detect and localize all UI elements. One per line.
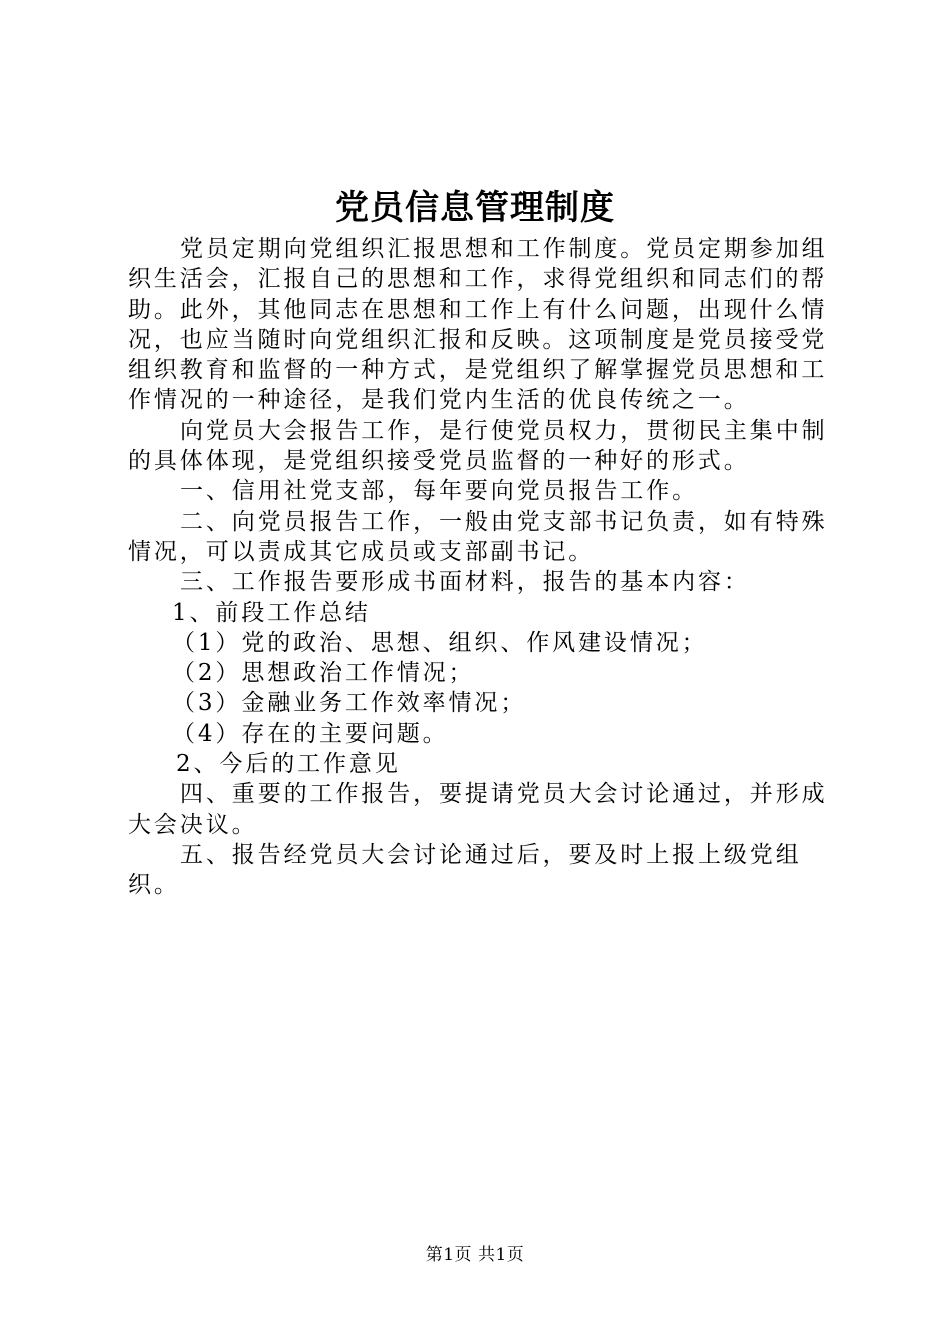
section-3: 三、工作报告要形成书面材料，报告的基本内容：: [180, 569, 750, 596]
paragraph-2: 向党员大会报告工作，是行使党员权力，贯彻民主集中制的具体体现，是党组织接受党员监督的一种好的形式。: [128, 417, 828, 475]
subsection-1: 1、前段工作总结: [172, 599, 371, 626]
list-item-1: （1）党的政治、思想、组织、作风建设情况；: [172, 629, 708, 656]
subsection-2: 2、今后的工作意见: [176, 751, 401, 778]
paragraph-1: 党员定期向党组织汇报思想和工作制度。党员定期参加组织生活会，汇报自己的思想和工作，求得党组织和同志们的帮助。此外，其他同志在思想和工作上有什么问题，出现什么情况，也应当随时向党组织汇报和反映。这项制度是党员接受党组织教育和监督的一种方式，是党组织了解掌握党员思想和工作情况的一种途径，是我们党内生活的优良传统之一。: [128, 236, 828, 414]
section-5: 五、报告经党员大会讨论通过后，要及时上报上级党组织。: [128, 841, 802, 899]
list-item-4: （4）存在的主要问题。: [172, 720, 449, 747]
list-item-2: （2）思想政治工作情况；: [172, 660, 475, 687]
document-body: [128, 234, 840, 901]
section-4: 四、重要的工作报告，要提请党员大会讨论通过，并形成大会决议。: [128, 781, 828, 838]
section-2: 二、向党员报告工作，一般由党支部书记负责，如有特殊情况，可以责成其它成员或支部副书记。: [128, 508, 828, 565]
document-title: 党员信息管理制度: [335, 188, 615, 228]
list-item-3: （3）金融业务工作效率情况；: [172, 690, 527, 717]
section-1: 一、信用社党支部，每年要向党员报告工作。: [180, 478, 698, 505]
page-footer: 第1页 共1页: [425, 1245, 525, 1265]
